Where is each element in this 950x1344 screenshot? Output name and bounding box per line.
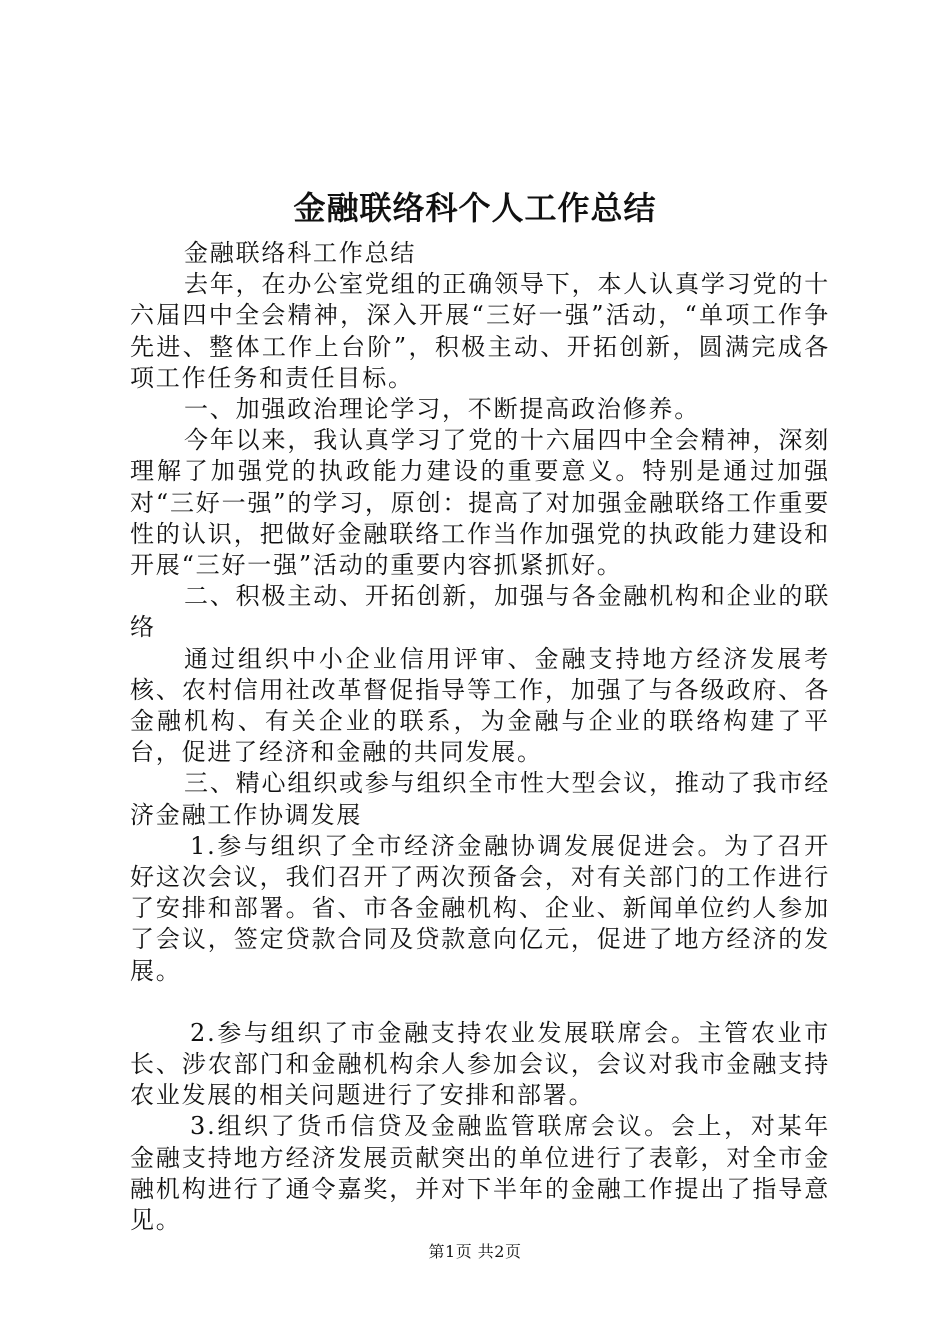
document-title: 金融联络科个人工作总结 (293, 189, 657, 227)
blank-line (130, 987, 830, 1018)
section-heading-2: 二、积极主动、开拓创新，加强与各金融机构和企业的联络 (130, 582, 830, 642)
item-1-paragraph: 1.参与组织了全市经济金融协调发展促进会。为了召开好这次会议，我们召开了两次预备会，对有关部门的工作进行了安排和部署。省、市各金融机构、企业、新闻单位约人参加了会议，签定贷款合同及贷款意向亿元，促进了地方经济的发展。 (130, 831, 830, 985)
section-2-paragraph: 通过组织中小企业信用评审、金融支持地方经济发展考核、农村信用社改革督促指导等工作，加强了与各级政府、各金融机构、有关企业的联系，为金融与企业的联络构建了平台，促进了经济和金融的共同发展。 (130, 644, 830, 767)
page-number-footer: 第1页 共2页 (428, 1242, 522, 1261)
subtitle-paragraph: 金融联络科工作总结 (184, 239, 417, 267)
item-2-paragraph: 2.参与组织了市金融支持农业发展联席会。主管农业市长、涉农部门和金融机构余人参加会议，会议对我市金融支持农业发展的相关问题进行了安排和部署。 (130, 1018, 830, 1110)
section-1-paragraph: 今年以来，我认真学习了党的十六届四中全会精神，深刻理解了加强党的执政能力建设的重要意义。特别是通过加强对“三好一强”的学习，原创：提高了对加强金融联络工作重要性的认识，把做好金融联络工作当作加强党的执政能力建设和开展“三好一强”活动的重要内容抓紧抓好。 (130, 426, 830, 580)
intro-paragraph: 去年，在办公室党组的正确领导下，本人认真学习党的十六届四中全会精神，深入开展“三好一强”活动，“单项工作争先进、整体工作上台阶”，积极主动、开拓创新，圆满完成各项工作任务和责任目标。 (130, 270, 830, 392)
item-3-paragraph: 3.组织了货币信贷及金融监管联席会议。会上，对某年金融支持地方经济发展贡献突出的单位进行了表彰，对全市金融机构进行了通令嘉奖，并对下半年的金融工作提出了指导意见。 (130, 1112, 830, 1235)
section-heading-3: 三、精心组织或参与组织全市性大型会议，推动了我市经济金融工作协调发展 (130, 769, 830, 829)
document-body (130, 238, 830, 1236)
section-heading-1: 一、加强政治理论学习，不断提高政治修养。 (184, 395, 700, 424)
